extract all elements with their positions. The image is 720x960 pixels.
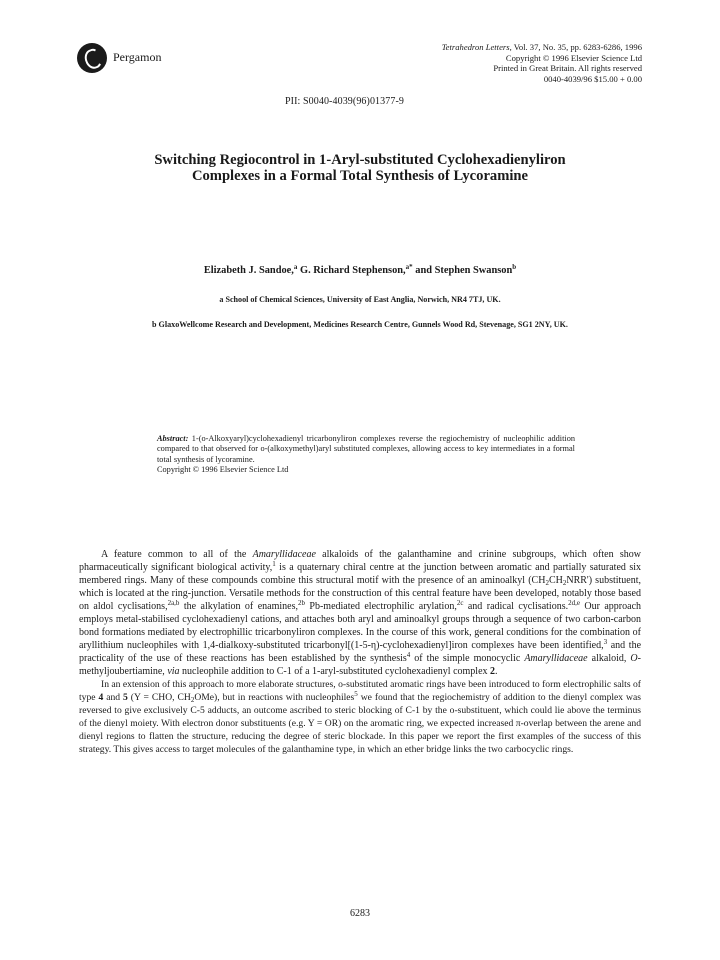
p1-text: -methyljoubertiamine, [79, 653, 641, 677]
abstract-text: 1-(o-Alkoxyaryl)cyclohexadienyl tricarbonyliron complexes reverse the regiochemistry of nucleophilic addition compared to that observed for o-(alkoxymethyl)aryl substituted complexes, allowing access to key intermediates in a formal total synthesis of lycoramine. [157, 434, 575, 464]
compound-number: 4 [98, 692, 104, 703]
journal-ref: , Vol. 37, No. 35, pp. 6283-6286, 1996 [509, 42, 642, 52]
p1-text: CH [548, 575, 563, 586]
article-title [60, 153, 660, 184]
publisher-name: Pergamon [113, 50, 162, 64]
reference-mark: 4 [406, 651, 411, 659]
author-1-affil-mark: a [293, 263, 298, 271]
p2-text: we found that the regiochemistry of addition to the dienyl complex was reversed to give exclusively C-5 adducts, an outcome ascribed to steric blocking of C-1 by the o-substituent, which could lie above the terminus of the dienyl moiety. With electron donor substituents (e.g. Y = OR) on the aromatic ring, we expected increased π-overlap between the arene and dienyl regions to flatten the structure, reducing the degree of steric blockade. In this paper we report the first examples of the success of this strategy. This gives access to target molecules of the galanthamine type, in which an ether bridge links the two carbocyclic rings. [79, 692, 641, 755]
author-3-affil-mark: b [512, 263, 517, 271]
reference-mark: 5 [354, 690, 358, 698]
body-text [79, 548, 641, 756]
reference-mark: 1 [272, 560, 276, 568]
p2-text: (Y = CHO, CH [127, 692, 191, 703]
reference-mark: 3 [603, 638, 608, 646]
affiliation-a: a School of Chemical Sciences, University of East Anglia, Norwich, NR4 7TJ, UK. [219, 295, 501, 304]
author-2: G. Richard Stephenson, [297, 265, 406, 276]
author-1: Elizabeth J. Sandoe, [203, 265, 294, 276]
p2-text: In an extension of this approach to more elaborate structures, o-substituted aromatic rings have been introduced to form electrophilic salts of type [79, 679, 641, 703]
p1-text: and radical cyclisations. [463, 601, 569, 612]
affiliation-b: b GlaxoWellcome Research and Development, Medicines Research Centre, Gunnels Wood Rd, Stevenage, SG1 2NY, UK. [152, 320, 568, 329]
p1-text: the alkylation of enamines, [179, 601, 298, 612]
reference-mark: 2c [456, 599, 464, 607]
paragraph-1 [79, 548, 641, 678]
p1-italic: O [630, 653, 638, 664]
abstract [157, 434, 575, 476]
reference-mark: 2d,e [568, 599, 580, 607]
p1-italic: Amaryllidaceae [252, 549, 316, 560]
journal-info [442, 42, 642, 84]
p1-text: Pb-mediated electrophilic arylation, [304, 601, 457, 612]
printed-line: Printed in Great Britain. All rights reserved [493, 63, 642, 74]
p1-text: of the simple monocyclic [410, 653, 525, 664]
reference-mark: 2a,b [167, 599, 180, 607]
price-line: 0040-4039/96 $15.00 + 0.00 [543, 73, 642, 84]
p1-text: nucleophile addition to C-1 of a 1-aryl-substituted cyclohexadienyl complex [179, 666, 491, 677]
p1-text: alkaloids of the galanthamine and crinine subgroups, which often show pharmaceutically significant biological activity, [79, 549, 641, 573]
author-2-affil-mark: a* [405, 263, 413, 271]
p1-text: NRR') substituent, which is located at the ring-junction. Versatile methods for the construction of this central feature have been developed, notably those based on aldol cyclisations, [79, 575, 642, 612]
p1-text: alkaloid, [587, 653, 631, 664]
title-line-2: Complexes in a Formal Total Synthesis of Lycoramine [191, 167, 529, 184]
p1-text: is a quaternary chiral centre at the junction between aromatic and partially saturated six membered rings. Many of these compounds combine this structural motif with the presence of an aminoalkyl (CH [79, 562, 641, 586]
p1-italic: via [167, 666, 180, 677]
pii-identifier: PII: S0040-4039(96)01377-9 [285, 96, 404, 107]
p1-text: and the practicality of the use of these reactions has been established by the synthesis [79, 640, 642, 664]
compound-number: 2 [490, 666, 496, 677]
p1-italic: Amaryllidaceae [524, 653, 588, 664]
paragraph-2 [79, 678, 641, 756]
journal-name: Tetrahedron Letters [441, 42, 510, 52]
p1-text: A feature common to all of the [101, 549, 253, 560]
p2-text: and [103, 692, 124, 703]
title-line-1: Switching Regiocontrol in 1-Aryl-substituted Cyclohexadienyliron [154, 152, 566, 168]
subscript: 2 [562, 579, 567, 587]
author-list [60, 265, 660, 276]
subscript: 2 [190, 696, 195, 704]
compound-number: 5 [123, 692, 128, 703]
author-3: and Stephen Swanson [412, 265, 513, 276]
abstract-copyright: Copyright © 1996 Elsevier Science Ltd [157, 465, 289, 475]
p1-text: . [495, 666, 498, 677]
abstract-label: Abstract: [157, 434, 189, 443]
p1-text: Our approach employs metal-stabilised cyclohexadienyl cations, and attaches both aryl and aminoalkyl groups through a sequence of two carbon-carbon bond formations mediated by electrophillic tricarbonyliron complexes. In the course of this work, general conditions for the combination of aryllithium nucleophiles with 1,4-dialkoxy-substituted tricarbonyl[(1-5-η)-cyclohexadienyl]iron complexes have been identified, [79, 601, 642, 651]
abstract-body [157, 434, 575, 465]
subscript: 2 [545, 579, 549, 587]
reference-mark: 2b [297, 599, 305, 607]
p2-text: OMe), but in reactions with nucleophiles [194, 692, 355, 703]
pergamon-logo-icon [77, 43, 107, 73]
copyright-line: Copyright © 1996 Elsevier Science Ltd [505, 52, 642, 63]
page-number: 6283 [350, 908, 370, 919]
journal-citation [442, 42, 642, 53]
